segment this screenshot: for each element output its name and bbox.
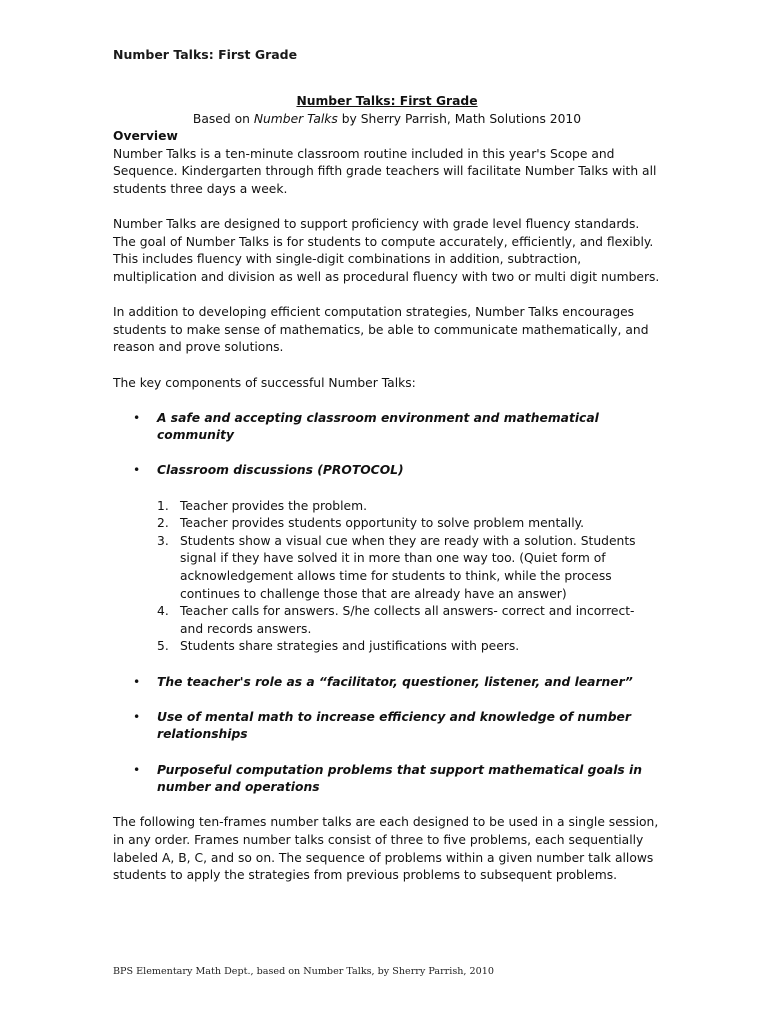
closing-paragraph: The following ten-frames number talks are each designed to be used in a single session, in any order. Frames number talks consist of three to five problems, each sequentially labeled A, B, C, and so on. The sequence of problems within a given number talk allows students to apply the strategies from previous problems to subsequent problems. bbox=[113, 815, 659, 883]
overview-paragraph: In addition to developing efficient computation strategies, Number Talks encourages students to make sense of mathematics, be able to communicate mathematically, and reason and prove solutions. bbox=[113, 305, 649, 355]
document-body bbox=[113, 93, 661, 902]
component-item bbox=[113, 410, 661, 445]
bullet-icon: • bbox=[133, 709, 141, 724]
step-number: 2. bbox=[157, 516, 169, 531]
document-title: Number Talks: First Grade bbox=[296, 94, 478, 108]
component-text: A safe and accepting classroom environment and mathematical community bbox=[157, 410, 599, 443]
overview-paragraph: Number Talks is a ten-minute classroom routine included in this year's Scope and Sequence. Kindergarten through fifth grade teachers will facilitate Number Talks with all students three days a week. bbox=[113, 146, 657, 196]
component-item bbox=[113, 709, 661, 744]
protocol-step bbox=[113, 638, 661, 656]
key-components-intro: The key components of successful Number Talks: bbox=[113, 375, 416, 390]
protocol-steps bbox=[113, 498, 661, 656]
subtitle-prefix: Based on bbox=[192, 111, 254, 126]
component-item bbox=[113, 674, 661, 692]
step-number: 3. bbox=[157, 533, 169, 548]
step-number: 1. bbox=[157, 498, 169, 513]
document-subtitle bbox=[113, 111, 661, 129]
overview-paragraph: Number Talks are designed to support proficiency with grade level fluency standards. The goal of Number Talks is for students to compute accurately, efficiently, and flexibly. This includes fluency with single-digit combinations in addition, subtraction, multiplication and division as well as procedural fluency with two or multi digit numbers. bbox=[113, 217, 660, 284]
overview-heading: Overview bbox=[113, 129, 178, 144]
component-item bbox=[113, 462, 661, 480]
running-header: Number Talks: First Grade bbox=[113, 47, 298, 62]
page-footer: BPS Elementary Math Dept., based on Number Talks, by Sherry Parrish, 2010 bbox=[113, 966, 494, 977]
component-text: Purposeful computation problems that support mathematical goals in number and operations bbox=[157, 762, 642, 795]
step-text: Teacher provides students opportunity to solve problem mentally. bbox=[180, 516, 585, 531]
bullet-icon: • bbox=[133, 674, 141, 689]
component-text: Use of mental math to increase efficiency and knowledge of number relationships bbox=[157, 709, 631, 742]
protocol-step bbox=[113, 515, 661, 533]
step-text: Teacher provides the problem. bbox=[180, 498, 367, 513]
component-text: The teacher's role as a “facilitator, questioner, listener, and learner” bbox=[157, 674, 633, 689]
bullet-icon: • bbox=[133, 762, 141, 777]
step-text: Students show a visual cue when they are ready with a solution. Students signal if they have solved it in more than one way too. (Quiet form of acknowledgement allows time for students to think, while the process continues to challenge those that are already have an answer) bbox=[180, 533, 636, 601]
step-number: 4. bbox=[157, 604, 169, 619]
subtitle-book-title: Number Talks bbox=[253, 111, 338, 126]
protocol-step bbox=[113, 533, 661, 603]
step-number: 5. bbox=[157, 639, 169, 654]
key-components-list bbox=[113, 410, 661, 480]
bullet-icon: • bbox=[133, 410, 141, 425]
component-item bbox=[113, 762, 661, 797]
bullet-icon: • bbox=[133, 463, 141, 478]
subtitle-suffix: by Sherry Parrish, Math Solutions 2010 bbox=[337, 111, 582, 126]
protocol-step bbox=[113, 498, 661, 516]
step-text: Teacher calls for answers. S/he collects all answers- correct and incorrect- and records answers. bbox=[180, 604, 635, 636]
component-text: Classroom discussions (PROTOCOL) bbox=[157, 463, 404, 478]
step-text: Students share strategies and justifications with peers. bbox=[180, 639, 520, 654]
key-components-list-continued bbox=[113, 674, 661, 797]
protocol-step bbox=[113, 603, 661, 638]
